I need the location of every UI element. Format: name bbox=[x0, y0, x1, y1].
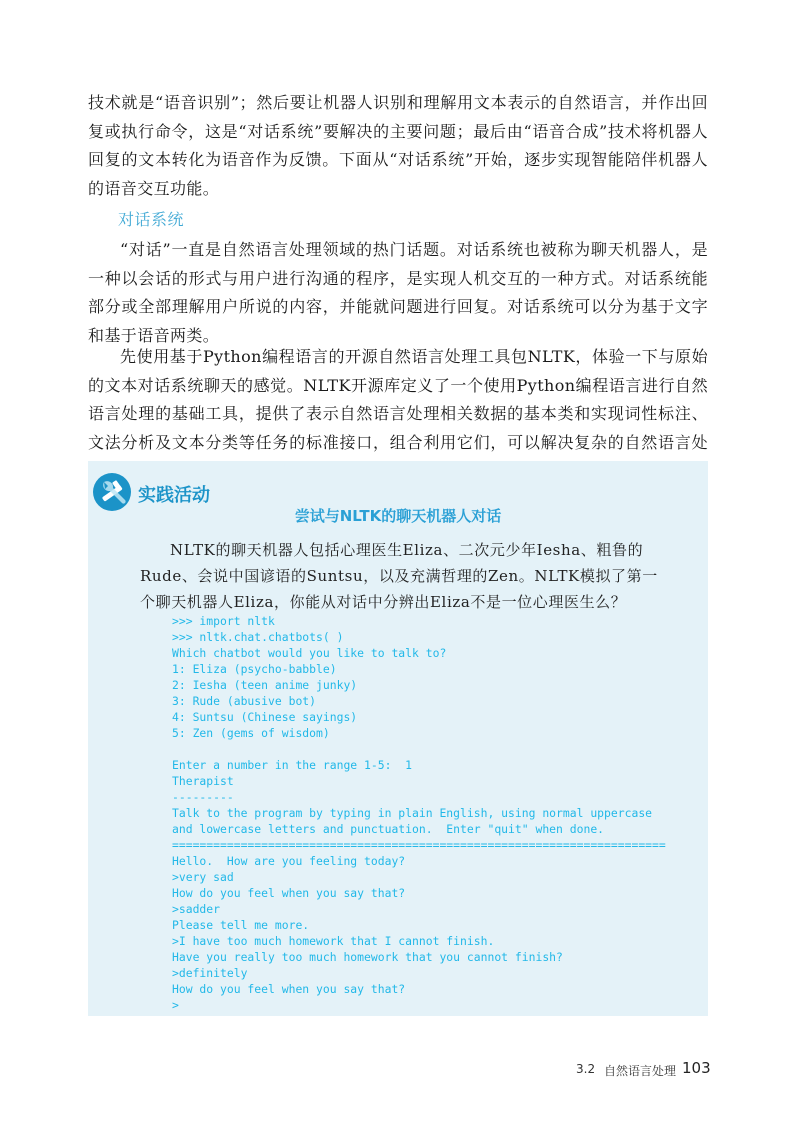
code-line: and lowercase letters and punctuation. Enter "quit" when done. bbox=[172, 822, 605, 836]
code-line: > bbox=[172, 998, 179, 1012]
code-line: Have you really too much homework that you cannot finish? bbox=[172, 950, 563, 964]
code-line: Which chatbot would you like to talk to? bbox=[172, 646, 447, 660]
paragraph-nltk: 先使用基于Python编程语言的开源自然语言处理工具包NLTK，体验一下与原始的文本对话系统聊天的感觉。NLTK开源库定义了一个使用Python编程语言进行自然语言处理的基础工具，提供了表示自然语言处理相关数据的基本类和实现词性标注、文法分析及文本分类等任务的标准接口，组合利用它们，可以解决复杂的自然语言处 bbox=[88, 347, 708, 452]
code-line: Enter a number in the range 1-5: 1 bbox=[172, 758, 413, 772]
code-line: >>> import nltk bbox=[172, 614, 275, 628]
code-line: >definitely bbox=[172, 966, 248, 980]
code-line: Hello. How are you feeling today? bbox=[172, 854, 406, 868]
code-line: >I have too much homework that I cannot finish. bbox=[172, 934, 495, 948]
footer-section-number: 3.2 bbox=[576, 1062, 596, 1076]
code-line: 4: Suntsu (Chinese sayings) bbox=[172, 710, 358, 724]
activity-title: 尝试与NLTK的聊天机器人对话 bbox=[294, 507, 502, 525]
section-heading: 对话系统 bbox=[118, 210, 185, 229]
practice-activity-box bbox=[88, 461, 708, 1016]
code-line: --------- bbox=[172, 790, 234, 804]
code-line: >sadder bbox=[172, 902, 221, 916]
code-line: Therapist bbox=[172, 774, 234, 788]
code-line: 1: Eliza (psycho-babble) bbox=[172, 662, 337, 676]
paragraph-intro: 技术就是“语音识别”；然后要让机器人识别和理解用文本表示的自然语言，并作出回复或执行命令，这是“对话系统”要解决的主要问题；最后由“语音合成”技术将机器人回复的文本转化为语音作为反馈。下面从“对话系统”开始，逐步实现智能陪伴机器人的语音交互功能。 bbox=[88, 93, 708, 198]
code-line: How do you feel when you say that? bbox=[172, 982, 406, 996]
footer-chapter-title: 自然语言处理 bbox=[604, 1064, 677, 1078]
activity-label: 实践活动 bbox=[138, 485, 210, 506]
code-transcript bbox=[172, 613, 702, 1013]
code-line: >very sad bbox=[172, 870, 234, 884]
code-line: Please tell me more. bbox=[172, 918, 310, 932]
paragraph-dialogue: “对话”一直是自然语言处理领域的热门话题。对话系统也被称为聊天机器人，是一种以会话的形式与用户进行沟通的程序，是实现人机交互的一种方式。对话系统能部分或全部理解用户所说的内容，并能就问题进行回复。对话系统可以分为基于文字和基于语音两类。 bbox=[88, 240, 708, 345]
code-line: 3: Rude (abusive bot) bbox=[172, 694, 317, 708]
code-line: How do you feel when you say that? bbox=[172, 886, 406, 900]
code-line: >>> nltk.chat.chatbots( ) bbox=[172, 630, 344, 644]
code-line: 2: Iesha (teen anime junky) bbox=[172, 678, 358, 692]
code-line-divider: ======================================================================== bbox=[172, 838, 666, 852]
activity-intro: NLTK的聊天机器人包括心理医生Eliza、二次元少年Iesha、粗鲁的Rude、会说中国谚语的Suntsu，以及充满哲理的Zen。NLTK模拟了第一个聊天机器人Eliza，你能从对话中分辨出Eliza不是一位心理医生么？ bbox=[140, 541, 658, 611]
page-footer bbox=[0, 1059, 800, 1083]
code-line: Talk to the program by typing in plain English, using normal uppercase bbox=[172, 806, 653, 820]
code-line-blank bbox=[172, 741, 702, 757]
page-number: 103 bbox=[682, 1059, 711, 1077]
code-line: 5: Zen (gems of wisdom) bbox=[172, 726, 330, 740]
